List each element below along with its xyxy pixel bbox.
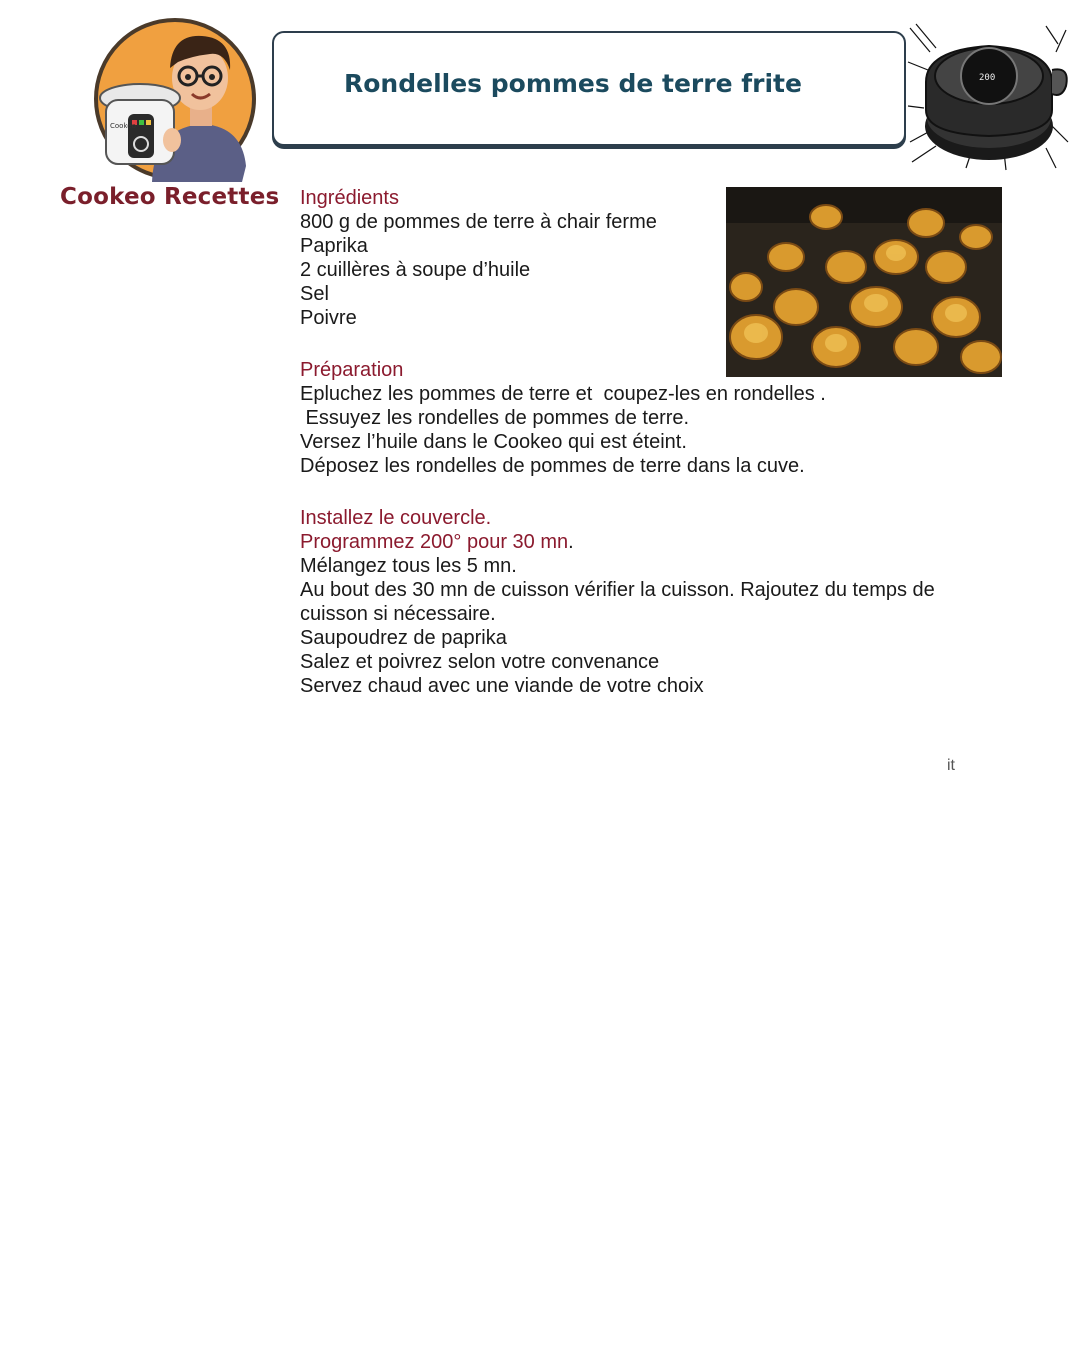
cooking-program-suffix: . bbox=[568, 531, 574, 553]
cooking-step: Saupoudrez de paprika bbox=[300, 627, 507, 649]
brand-name: Cookeo Recettes bbox=[60, 184, 280, 210]
stray-text: it bbox=[947, 757, 955, 774]
ingredient-item: 2 cuillères à soupe d’huile bbox=[300, 259, 531, 281]
recipe-title: Rondelles pommes de terre frite bbox=[344, 69, 802, 98]
preparation-step: Déposez les rondelles de pommes de terre dans la cuve. bbox=[300, 455, 805, 477]
cooking-program-text: Programmez 200° pour 30 mn bbox=[300, 531, 569, 553]
title-box bbox=[272, 31, 906, 146]
cookeo-device-sketch bbox=[906, 22, 1072, 172]
ingredient-item: Poivre bbox=[300, 307, 357, 329]
cookeo-device-sketch-icon bbox=[906, 22, 1072, 172]
ingredient-item: 800 g de pommes de terre à chair ferme bbox=[300, 211, 657, 233]
brand-logo bbox=[92, 16, 258, 182]
cooking-step: Salez et poivrez selon votre convenance bbox=[300, 651, 660, 673]
preparation-heading: Préparation bbox=[300, 359, 404, 381]
ingredient-item: Sel bbox=[300, 283, 329, 305]
svg-text:Cookeo: Cookeo bbox=[110, 122, 136, 130]
cooking-step: Servez chaud avec une viande de votre choix bbox=[300, 675, 704, 697]
cooking-instruction-program bbox=[300, 530, 1000, 554]
recipe-content bbox=[300, 186, 1000, 698]
preparation-step: Versez l’huile dans le Cookeo qui est éteint. bbox=[300, 431, 687, 453]
ingredients-heading: Ingrédients bbox=[300, 187, 399, 209]
cooking-step: Au bout des 30 mn de cuisson vérifier la cuisson. Rajoutez du temps de cuisson si nécessaire. bbox=[300, 579, 935, 625]
cooking-instruction-lid: Installez le couvercle. bbox=[300, 507, 492, 529]
cooking-step: Mélangez tous les 5 mn. bbox=[300, 555, 517, 577]
preparation-step: Essuyez les rondelles de pommes de terre. bbox=[300, 407, 690, 429]
chef-with-cookeo-logo-icon bbox=[92, 16, 258, 182]
preparation-step: Epluchez les pommes de terre et coupez-les en rondelles . bbox=[300, 383, 826, 405]
svg-text:200: 200 bbox=[979, 73, 996, 83]
ingredient-item: Paprika bbox=[300, 235, 368, 257]
